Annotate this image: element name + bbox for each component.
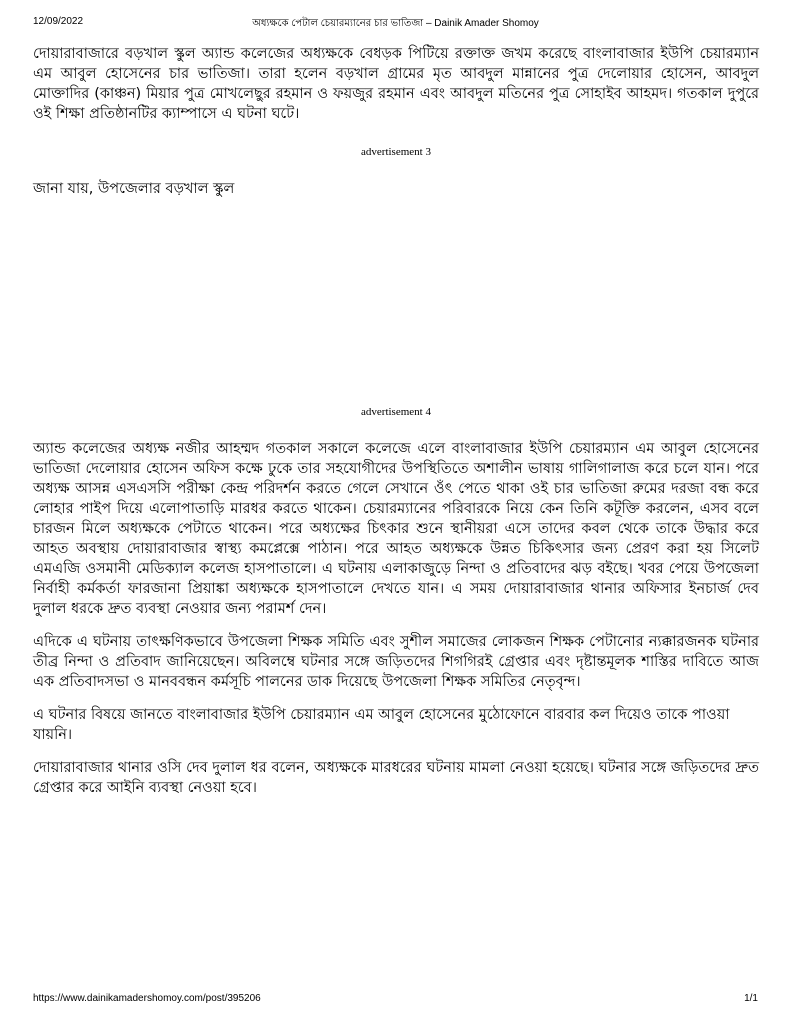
article-paragraph-lead: দোয়ারাবাজারে বড়খাল স্কুল অ্যান্ড কলেজের অধ্যক্ষকে বেধড়ক পিটিয়ে রক্তাক্ত জখম করেছে বাংলাবাজার ইউপি চেয়ারম্যান এম আবুল হোসেনের চার ভাতিজা। তারা হলেন বড়খাল গ্রামের মৃত আবদুল মান্নানের পুত্র দেলোয়ার হোসেন, আবদুল মোক্তাদির (কাঞ্চন) মিয়ার পুত্র মোখলেছুর রহমান ও ফয়জুর রহমান এবং আবদুল মতিনের পুত্র সোহাইব আহমদ। গতকাল দুপুরে ওই শিক্ষা প্রতিষ্ঠানটির ক্যাম্পাসে এ ঘটনা ঘটে। (33, 46, 759, 122)
document-title: অধ্যক্ষকে পেটাল চেয়ারম্যানের চার ভাতিজা – Dainik Amader Shomoy (252, 18, 539, 29)
article-paragraph-details: অ্যান্ড কলেজের অধ্যক্ষ নজীর আহম্মদ গতকাল সকালে কলেজে এলে বাংলাবাজার ইউপি চেয়ারম্যান এম আবুল হোসেনের ভাতিজা দেলোয়ার হোসেন অফিস কক্ষে ঢুকে তার সহযোগীদের উপস্থিতিতে অশালীন ভাষায় গালিগালাজ করে চলে যান। পরে অধ্যক্ষ আসন্ন এসএসসি পরীক্ষা কেন্দ্র পরিদর্শন করতে গেলে সেখানে ওঁৎ পেতে থাকা ওই চার ভাতিজা রুমের দরজা বন্ধ করে লোহার পাইপ দিয়ে এলোপাতাড়ি মারধর করতে থাকেন। চেয়ারম্যানের পরিবারকে নিয়ে কেন তিনি কটূক্তি করলেন, এসব বলে চারজন মিলে অধ্যক্ষকে পেটাতে থাকেন। পরে অধ্যক্ষের চিৎকার শুনে স্থানীয়রা এসে তাদের কবল থেকে তাকে উদ্ধার করে আহত অবস্থায় দোয়ারাবাজার স্বাস্থ্য কমপ্লেক্সে পাঠান। পরে আহত অধ্যক্ষকে উন্নত চিকিৎসার জন্য প্রেরণ করা হয় সিলেট এমএজি ওসমানী মেডিক্যাল কলেজ হাসপাতালে। এ ঘটনায় এলাকাজুড়ে নিন্দা ও প্রতিবাদের ঝড় বইছে। খবর পেয়ে উপজেলা নির্বাহী কর্মকর্তা ফারজানা প্রিয়াঙ্কা অধ্যক্ষকে হাসপাতালে দেখতে যান। এ সময় দোয়ারাবাজার থানার অফিসার ইনচার্জ দেব দুলাল ধরকে দ্রুত ব্যবস্থা নেওয়ার জন্য পরামর্শ দেন। (33, 441, 759, 617)
print-header (0, 16, 791, 30)
article-paragraph-chairman-unreachable: এ ঘটনার বিষয়ে জানতে বাংলাবাজার ইউপি চেয়ারম্যান এম আবুল হোসেনের মুঠোফোনে বারবার কল দিয়েও তাকে পাওয়া যায়নি। (33, 707, 730, 743)
article-paragraph-protest: এদিকে এ ঘটনায় তাৎক্ষণিকভাবে উপজেলা শিক্ষক সমিতি এবং সুশীল সমাজের লোকজন শিক্ষক পেটানোর ন্যক্কারজনক ঘটনার তীব্র নিন্দা ও প্রতিবাদ জানিয়েছেন। অবিলম্বে ঘটনার সঙ্গে জড়িতদের শিগগিরই গ্রেপ্তার এবং দৃষ্টান্তমূলক শাস্তির দাবিতে আজ এক প্রতিবাদসভা ও মানববন্ধন কর্মসূচি পালনের ডাক দিয়েছে উপজেলা শিক্ষক সমিতির নেতৃবৃন্দ। (33, 634, 759, 690)
print-footer (33, 993, 758, 1004)
article-paragraph-intro: জানা যায়, উপজেলার বড়খাল স্কুল (33, 181, 235, 197)
article-body (33, 44, 759, 811)
advertisement-empty-space (33, 212, 759, 384)
print-date: 12/09/2022 (33, 16, 84, 27)
source-url: https://www.dainikamadershomoy.com/post/395206 (33, 993, 261, 1004)
advertisement-label-3: advertisement 3 (361, 146, 431, 158)
article-paragraph-police-quote: দোয়ারাবাজার থানার ওসি দেব দুলাল ধর বলেন, অধ্যক্ষকে মারধরের ঘটনায় মামলা নেওয়া হয়েছে। ঘটনার সঙ্গে জড়িতদের দ্রুত গ্রেপ্তার করে আইনি ব্যবস্থা নেওয়া হবে। (33, 760, 759, 796)
page-number: 1/1 (744, 993, 758, 1004)
advertisement-label-4: advertisement 4 (361, 406, 431, 418)
